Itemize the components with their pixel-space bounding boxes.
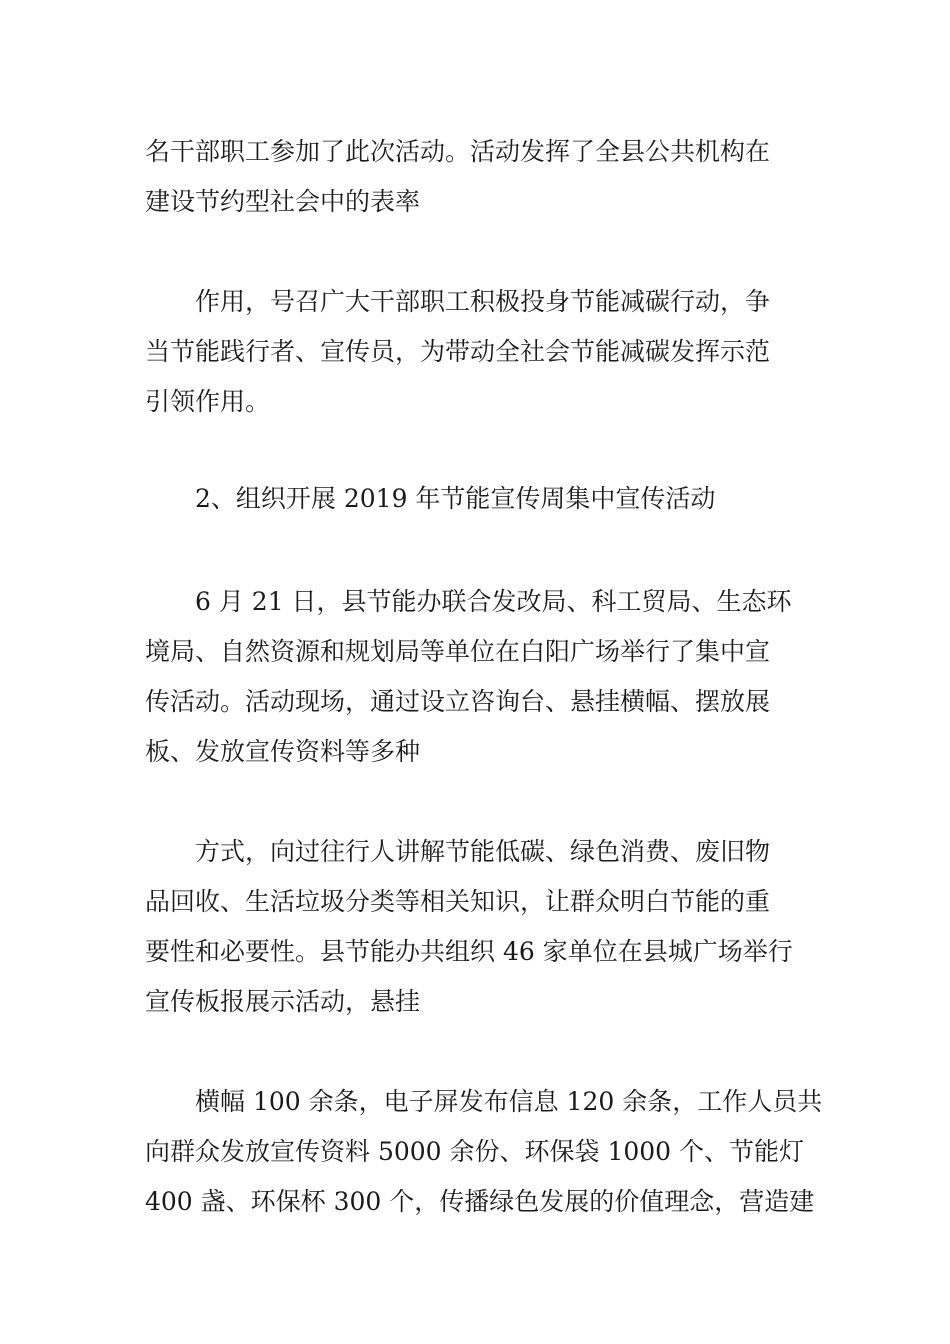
text-line: 要性和必要性。县节能办共组织 46 家单位在县城广场举行 [145,937,793,966]
text-line: 2、组织开展 2019 年节能宣传周集中宣传活动 [195,484,716,513]
text-line: 品回收、生活垃圾分类等相关知识，让群众明白节能的重 [145,887,771,916]
paragraph-1 [145,127,810,227]
text-line: 建设节约型社会中的表率 [145,187,421,216]
section-heading [145,474,810,524]
text-line: 作用，号召广大干部职工积极投身节能减碳行动，争 [195,287,771,316]
paragraph-5 [145,1077,823,1227]
paragraph-2 [145,277,810,427]
text-line: 传活动。活动现场，通过设立咨询台、悬挂横幅、摆放展 [145,687,771,716]
text-line: 境局、自然资源和规划局等单位在白阳广场举行了集中宣 [145,637,771,666]
text-line: 宣传板报展示活动，悬挂 [145,987,421,1016]
text-line: 横幅 100 余条，电子屏发布信息 120 余条，工作人员共 [195,1087,823,1116]
text-line: 向群众发放宣传资料 5000 余份、环保袋 1000 个、节能灯 [145,1137,805,1166]
text-line: 6 月 21 日，县节能办联合发改局、科工贸局、生态环 [195,587,792,616]
text-line: 当节能践行者、宣传员，为带动全社会节能减碳发挥示范 [145,337,771,366]
text-line: 名干部职工参加了此次活动。活动发挥了全县公共机构在 [145,137,771,166]
paragraph-3 [145,577,810,777]
paragraph-4 [145,827,810,1027]
text-line: 板、发放宣传资料等多种 [145,737,421,766]
text-line: 引领作用。 [145,387,271,416]
text-line: 400 盏、环保杯 300 个，传播绿色发展的价值理念，营造建 [145,1187,815,1216]
text-line: 方式，向过往行人讲解节能低碳、绿色消费、废旧物 [195,837,771,866]
